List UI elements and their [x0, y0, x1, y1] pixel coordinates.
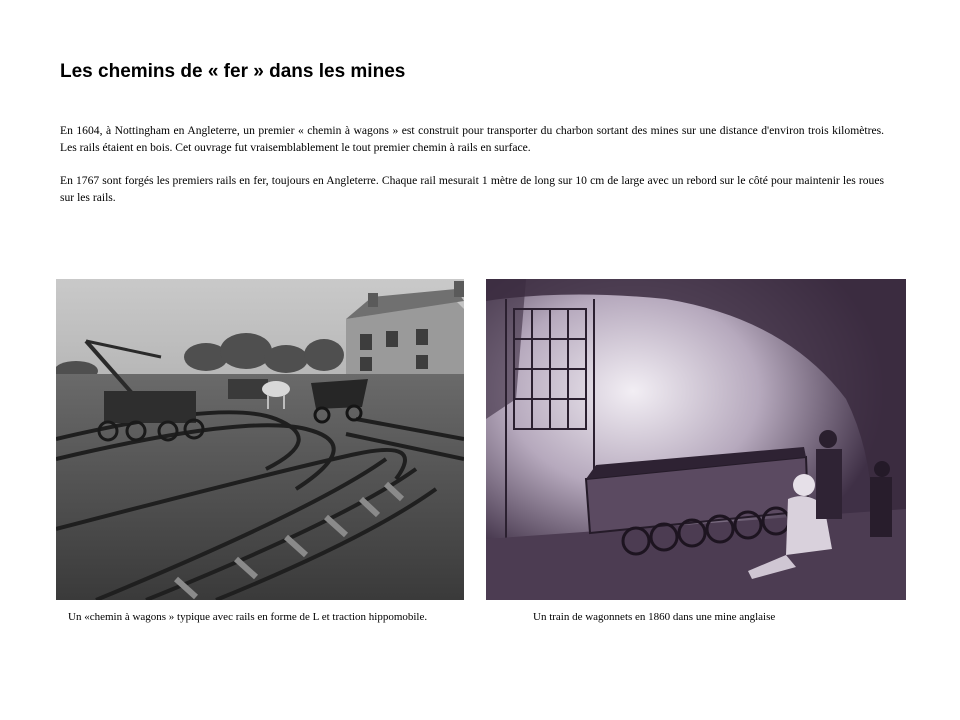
caption-wagonway: Un «chemin à wagons » typique avec rails en forme de L et traction hippomobile. [68, 611, 428, 623]
photo-wagonway [56, 279, 464, 600]
engraving-mine-train [486, 279, 906, 600]
caption-mine-train: Un train de wagonnets en 1860 dans une mine anglaise [533, 611, 776, 623]
paragraph-1604: En 1604, à Nottingham en Angleterre, un premier « chemin à wagons » est construit pour transporter du charbon sortant des mines sur une distance d'environ trois kilomètres. Les rails étaient en bois. Cet ouvrage fut vraisemblablement le tout premier chemin à rails en surface. [60, 124, 884, 154]
paragraph-1767: En 1767 sont forgés les premiers rails en fer, toujours en Angleterre. Chaque rail mesurait 1 mètre de long sur 10 cm de large avec un rebord sur le côté pour maintenir les roues sur les rails. [60, 174, 884, 204]
page-title: Les chemins de « fer » dans les mines [60, 61, 406, 82]
